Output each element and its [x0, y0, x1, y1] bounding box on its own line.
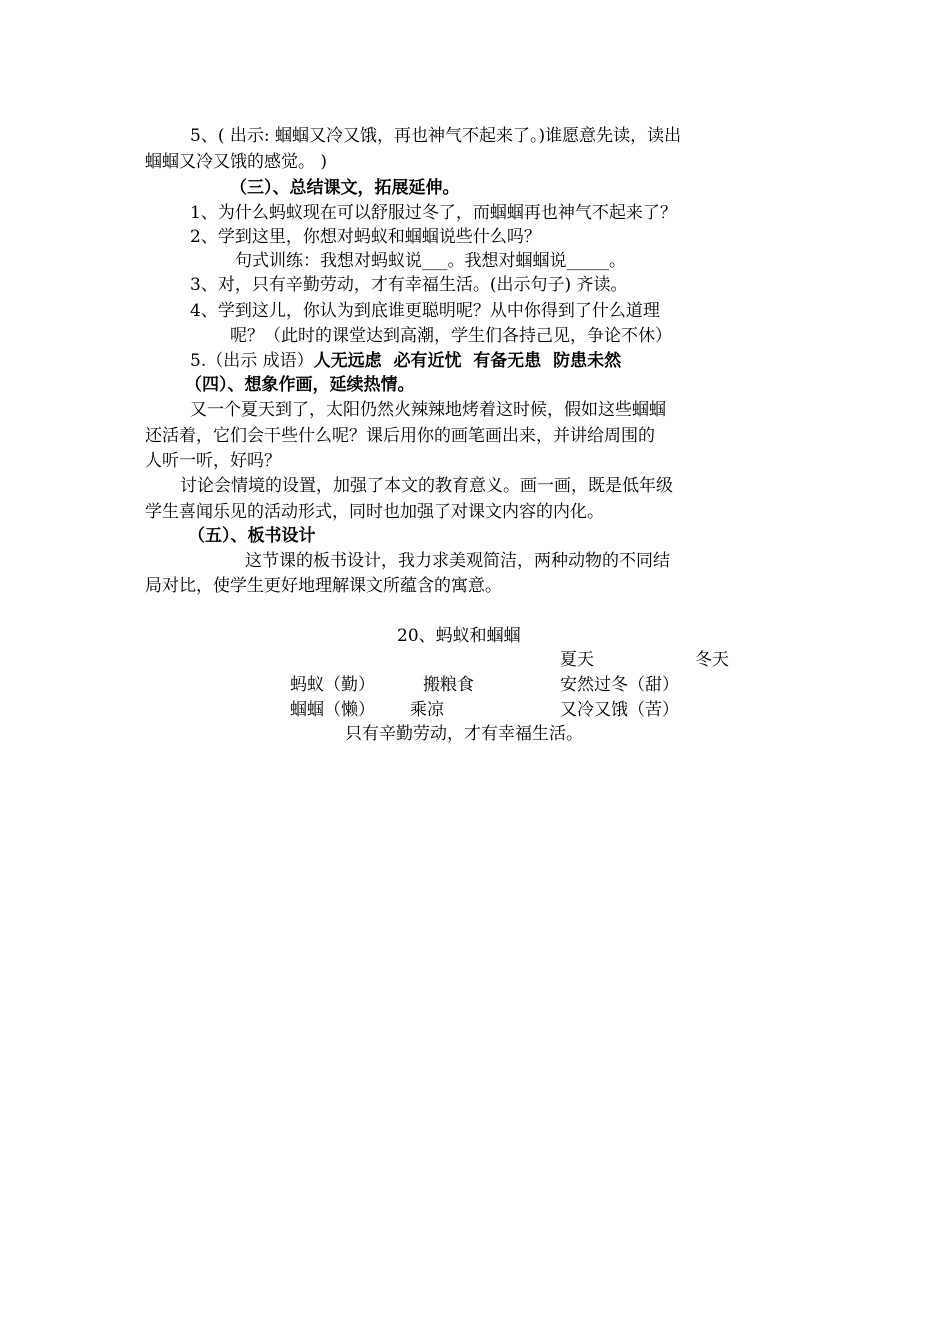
section5-para-line2: 局对比，使学生更好地理解课文所蕴含的寓意。 [145, 576, 502, 596]
section4-para1-line3: 人听一听，好吗？ [145, 451, 281, 471]
board-row2-winter: 又冷又饿（苦） [560, 700, 679, 720]
idioms: 人无远虑 必有近忧 有备无患 防患未然 [313, 351, 622, 371]
board-row2-animal: 蝈蝈（懒） [290, 700, 375, 720]
section5-heading: （五）、板书设计 [188, 526, 316, 546]
sentence-pattern: 句式训练：我想对蚂蚁说___。我想对蝈蝈说_____。 [235, 251, 626, 271]
board-title: 20、蚂蚁和蝈蝈 [397, 626, 521, 646]
question-1: 1、为什么蚂蚁现在可以舒服过冬了，而蝈蝈再也神气不起来了？ [190, 203, 677, 223]
item5-line2: 蝈蝈又冷又饿的感觉。 ) [145, 152, 328, 172]
question-5 [190, 349, 621, 373]
section4-heading: （四）、想象作画，延续热情。 [185, 375, 415, 395]
board-col-winter: 冬天 [695, 650, 729, 670]
section4-para2-line1: 讨论会情境的设置，加强了本文的教育意义。画一画，既是低年级 [180, 476, 673, 496]
section4-para1-line1: 又一个夏天到了，太阳仍然火辣辣地烤着这时候，假如这些蝈蝈 [190, 400, 666, 420]
question-2: 2、学到这里，你想对蚂蚁和蝈蝈说些什么吗？ [190, 227, 541, 247]
board-row1-winter: 安然过冬（甜） [560, 675, 679, 695]
board-row1-animal: 蚂蚁（勤） [290, 675, 375, 695]
question-4-line2: 呢？（此时的课堂达到高潮，学生们各持己见，争论不休） [230, 326, 672, 346]
item5-line1: 5、( 出示: 蝈蝈又冷又饿，再也神气不起来了。)谁愿意先读，读出 [190, 126, 682, 146]
question-4-line1: 4、学到这儿，你认为到底谁更聪明呢？从中你得到了什么道理 [190, 301, 660, 321]
section3-heading: （三）、总结课文，拓展延伸。 [230, 178, 460, 198]
question-3: 3、对，只有辛勤劳动，才有幸福生活。(出示句子) 齐读。 [190, 275, 628, 295]
board-conclusion: 只有辛勤劳动，才有幸福生活。 [345, 724, 583, 744]
board-row2-summer: 乘凉 [410, 700, 444, 720]
board-col-summer: 夏天 [560, 650, 594, 670]
section5-para-line1: 这节课的板书设计，我力求美观简洁，两种动物的不同结 [245, 551, 670, 571]
section4-para2-line2: 学生喜闻乐见的活动形式，同时也加强了对课文内容的内化。 [145, 502, 604, 522]
question-5-prefix: 5.（出示 成语） [190, 351, 314, 371]
section4-para1-line2: 还活着，它们会干些什么呢？课后用你的画笔画出来，并讲给周围的 [145, 426, 655, 446]
board-row1-summer: 搬粮食 [423, 675, 474, 695]
